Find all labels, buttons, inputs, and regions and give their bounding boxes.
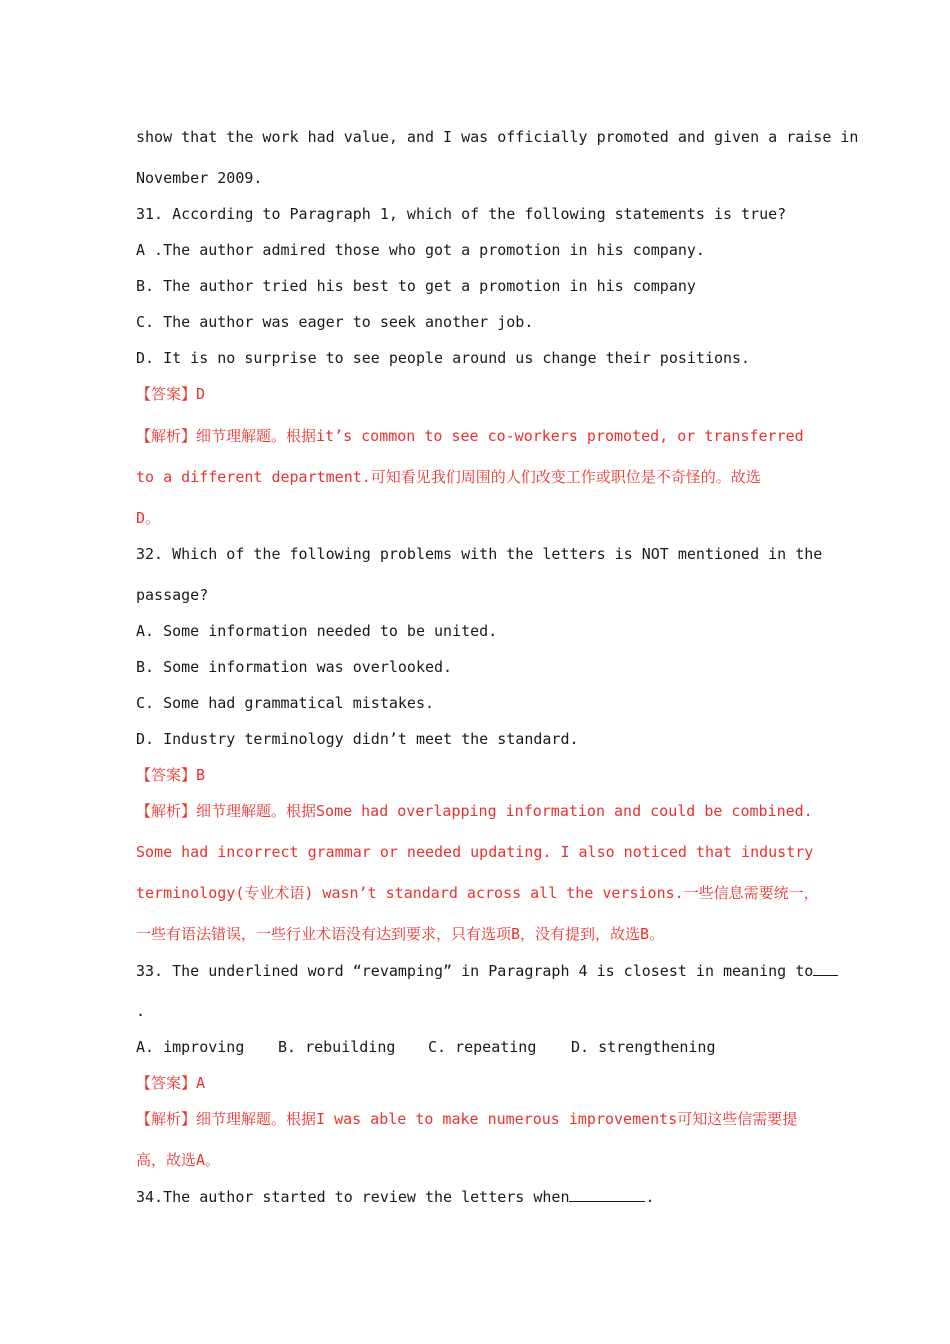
q32-analysis: terminology(专业术语) wasn’t standard across all the versions.一些信息需要统一，	[136, 884, 819, 902]
question-34	[136, 1186, 655, 1207]
question-31: 31. According to Paragraph 1, which of the following statements is true?	[136, 205, 787, 223]
q33-option-c: C. repeating	[428, 1038, 537, 1056]
q33-analysis: 高，故选A。	[136, 1151, 221, 1169]
q31-option-d: D. It is no surprise to see people around us change their positions.	[136, 349, 751, 367]
q31-option-c: C. The author was eager to seek another job.	[136, 313, 534, 331]
q32-option-d: D. Industry terminology didn’t meet the standard.	[136, 730, 579, 748]
question-32: passage?	[136, 586, 209, 604]
q31-analysis: to a different department.可知看见我们周围的人们改变工作或职位是不奇怪的。故选	[136, 468, 761, 486]
question-34-period: .	[645, 1188, 655, 1206]
q33-option-a: A. improving	[136, 1038, 245, 1056]
q32-analysis: 一些有语法错误，一些行业术语没有达到要求，只有选项B，没有提到，故选B。	[136, 925, 665, 943]
q31-answer: 【答案】D	[136, 385, 206, 403]
question-34-text: 34.The author started to review the letters when	[136, 1188, 570, 1206]
q32-answer: 【答案】B	[136, 766, 206, 784]
q32-option-b: B. Some information was overlooked.	[136, 658, 453, 676]
passage-line: November 2009.	[136, 169, 263, 187]
question-32: 32. Which of the following problems with the letters is NOT mentioned in the	[136, 545, 823, 563]
q31-analysis: D。	[136, 509, 161, 527]
q32-option-a: A. Some information needed to be united.	[136, 622, 498, 640]
q33-option-d: D. strengthening	[571, 1038, 716, 1056]
q33-answer: 【答案】A	[136, 1074, 206, 1092]
q31-option-a: A .The author admired those who got a promotion in his company.	[136, 241, 705, 259]
q31-analysis: 【解析】细节理解题。根据it’s common to see co-workers promoted, or transferred	[136, 427, 804, 445]
q33-option-b: B. rebuilding	[278, 1038, 396, 1056]
q32-analysis: 【解析】细节理解题。根据Some had overlapping information and could be combined.	[136, 802, 813, 820]
answer-blank	[813, 960, 838, 976]
passage-line: show that the work had value, and I was officially promoted and given a raise in	[136, 128, 859, 146]
answer-blank	[569, 1186, 645, 1202]
q32-option-c: C. Some had grammatical mistakes.	[136, 694, 435, 712]
q31-option-b: B. The author tried his best to get a promotion in his company	[136, 277, 696, 295]
q32-analysis: Some had incorrect grammar or needed updating. I also noticed that industry	[136, 843, 814, 861]
question-33-text: 33. The underlined word “revamping” in Paragraph 4 is closest in meaning to	[136, 962, 814, 980]
question-33	[136, 960, 838, 981]
q33-analysis: 【解析】细节理解题。根据I was able to make numerous improvements可知这些信需要提	[136, 1110, 798, 1128]
question-33-period: .	[136, 1002, 146, 1020]
